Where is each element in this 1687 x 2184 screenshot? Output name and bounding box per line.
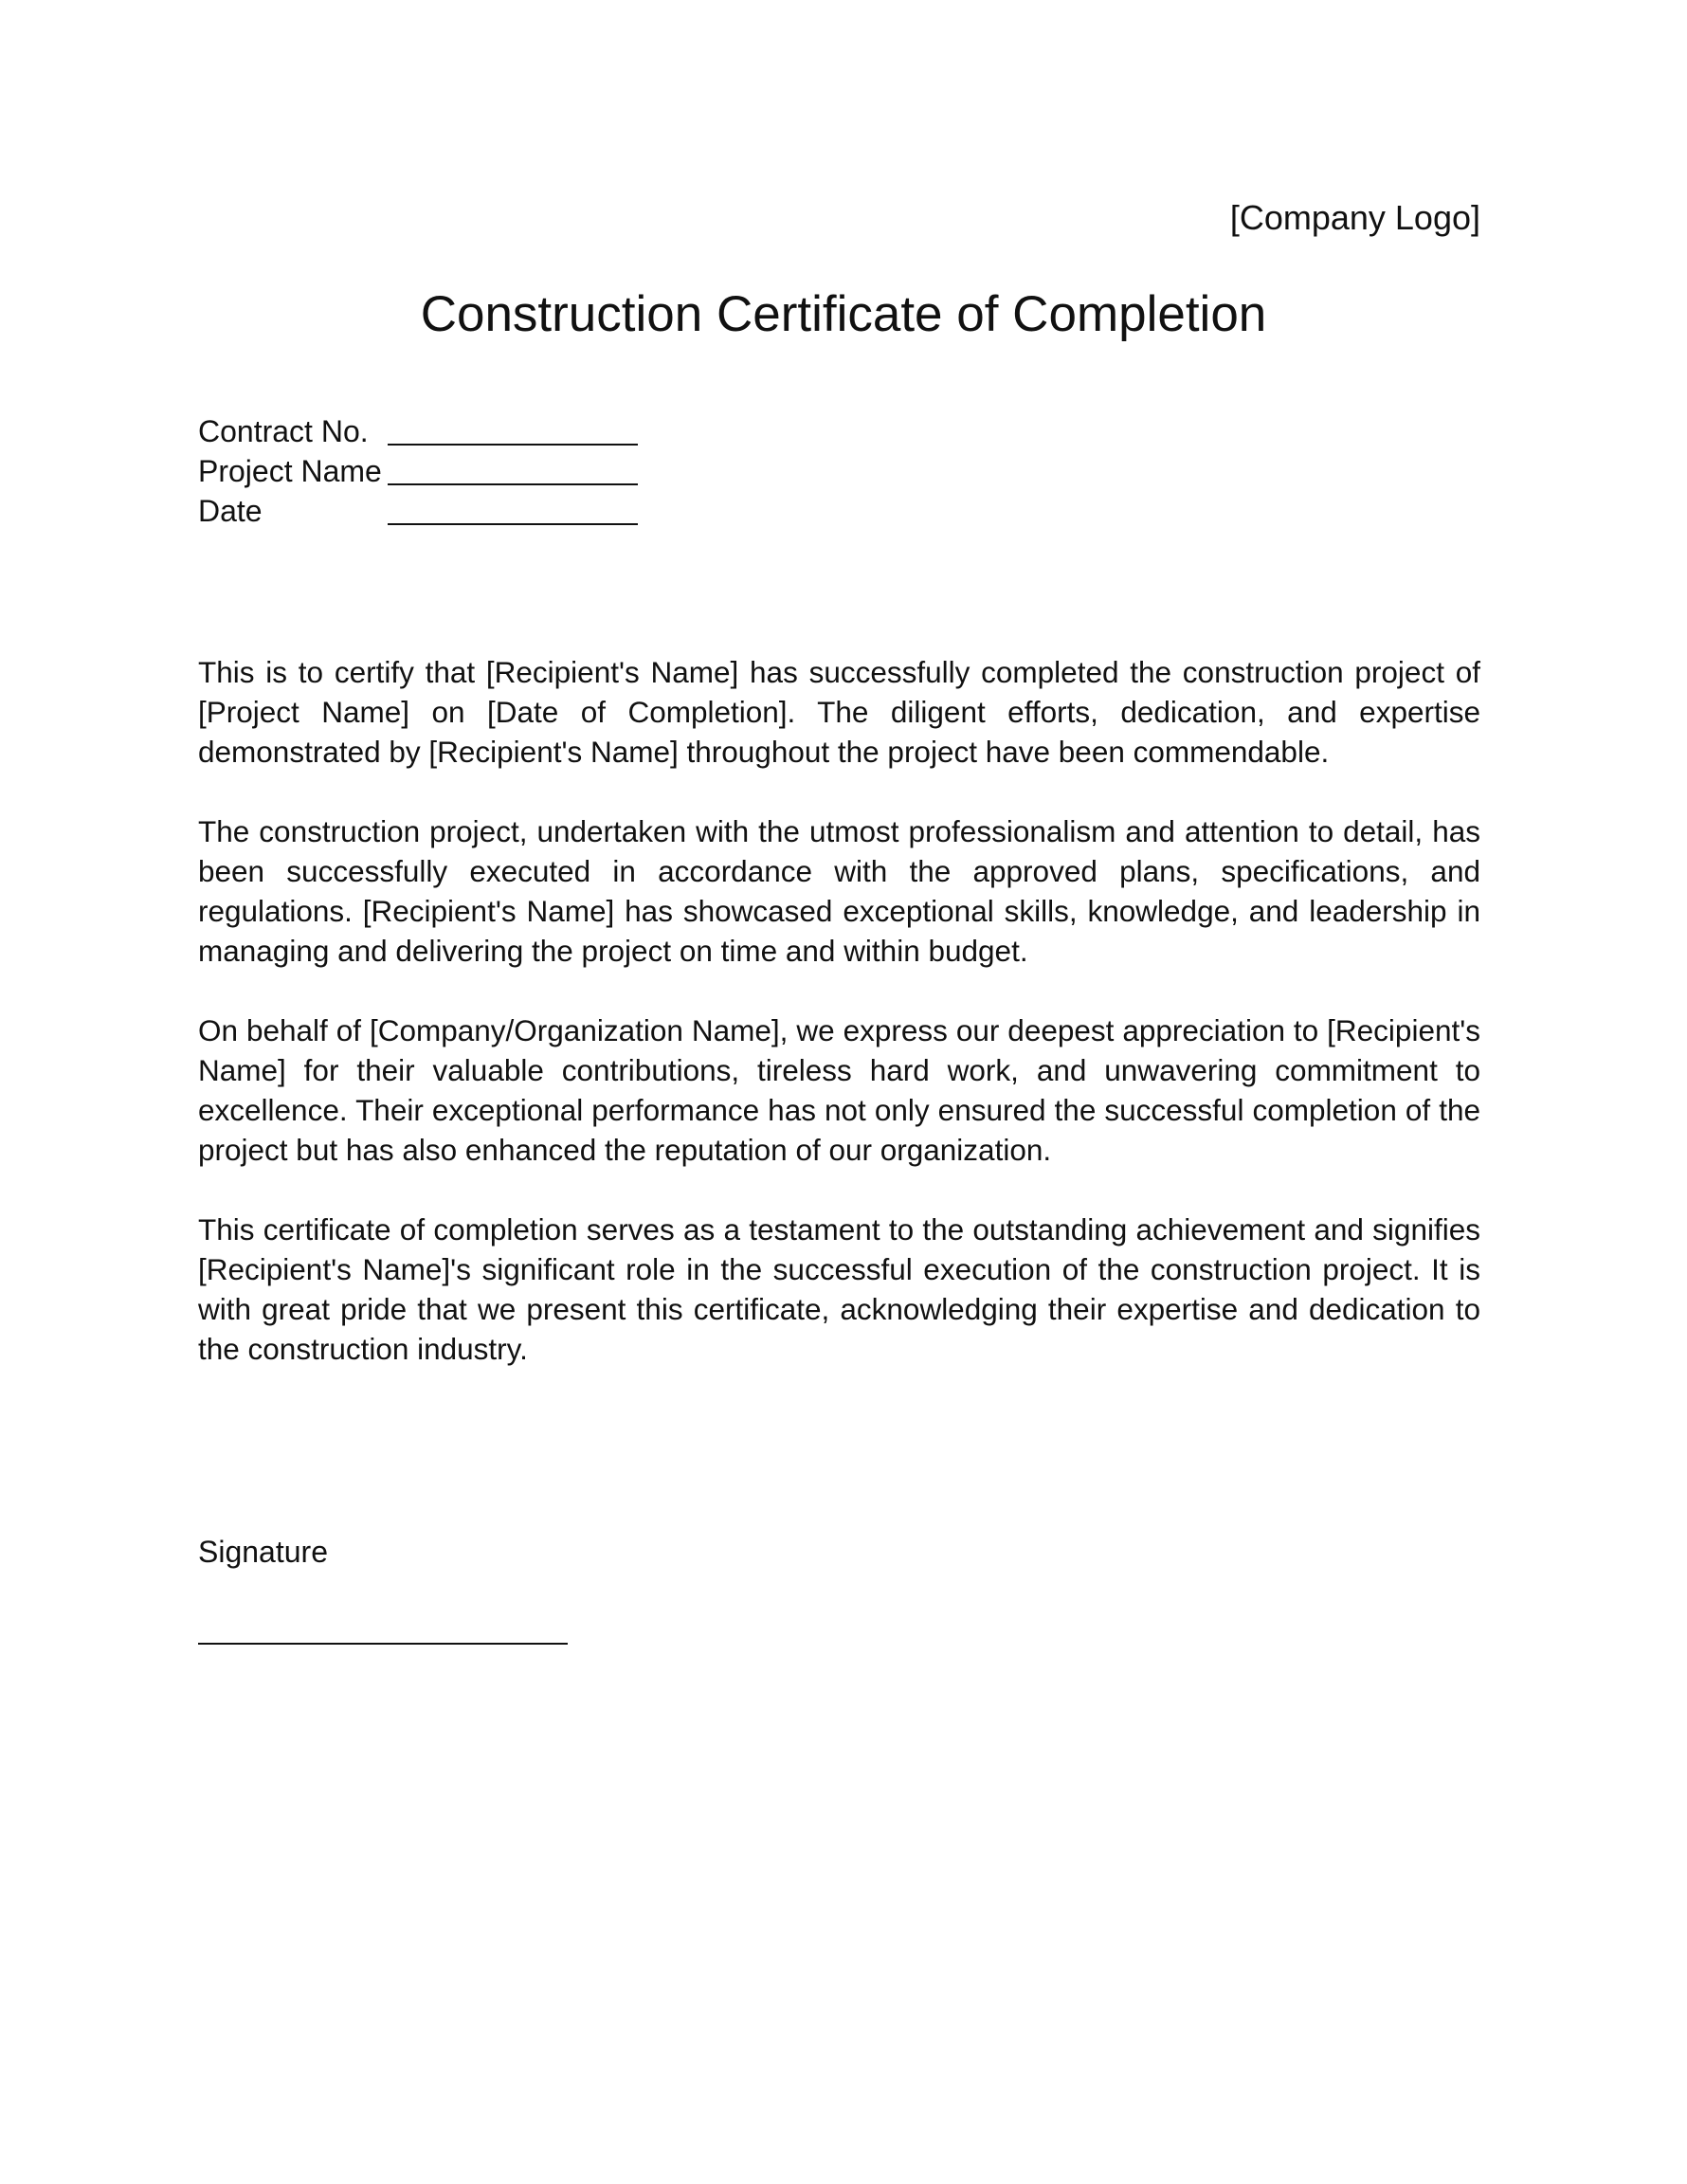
company-logo-placeholder: [Company Logo] bbox=[1229, 198, 1480, 237]
project-name-blank-line bbox=[388, 455, 638, 485]
contract-fields bbox=[198, 411, 638, 531]
body-paragraph-2: The construction project, undertaken with the utmost professionalism and attention to detail, has been successfully executed in accordance with the approved plans, specifications, and regulations. [Recipient's Name] has showcased exceptional skills, knowledge, and leadership in managing and delivering the project on time and within budget. bbox=[198, 814, 1480, 968]
contract-no-row bbox=[198, 411, 638, 451]
project-name-row bbox=[198, 451, 638, 491]
body-paragraph-1: This is to certify that [Recipient's Name] has successfully completed the construction project of [Project Name] on [Date of Completion]. The diligent efforts, dedication, and expertise demonstrated by [Recipient's Name] throughout the project have been commendable. bbox=[198, 655, 1480, 769]
body-paragraph-4: This certificate of completion serves as a testament to the outstanding achievement and signifies [Recipient's Name]'s significant role in the successful execution of the construction project. It is with great pride that we present this certificate, acknowledging their expertise and dedication to the construction industry. bbox=[198, 1212, 1480, 1366]
contract-no-label: Contract No. bbox=[198, 414, 369, 448]
contract-no-blank-line bbox=[388, 415, 638, 446]
body-paragraph-3: On behalf of [Company/Organization Name], we express our deepest appreciation to [Recipient's Name] for their valuable contributions, tireless hard work, and unwavering commitment to excellence. Their exceptional performance has not only ensured the successful completion of the project but has also enhanced the reputation of our organization. bbox=[198, 1013, 1480, 1167]
project-name-label: Project Name bbox=[198, 454, 382, 488]
page-title: Construction Certificate of Completion bbox=[420, 286, 1267, 342]
signature-blank-line bbox=[198, 1643, 568, 1645]
signature-label: Signature bbox=[198, 1535, 328, 1569]
date-label: Date bbox=[198, 494, 263, 528]
date-blank-line bbox=[388, 495, 638, 525]
date-row bbox=[198, 491, 638, 531]
certificate-body bbox=[198, 652, 1480, 1409]
